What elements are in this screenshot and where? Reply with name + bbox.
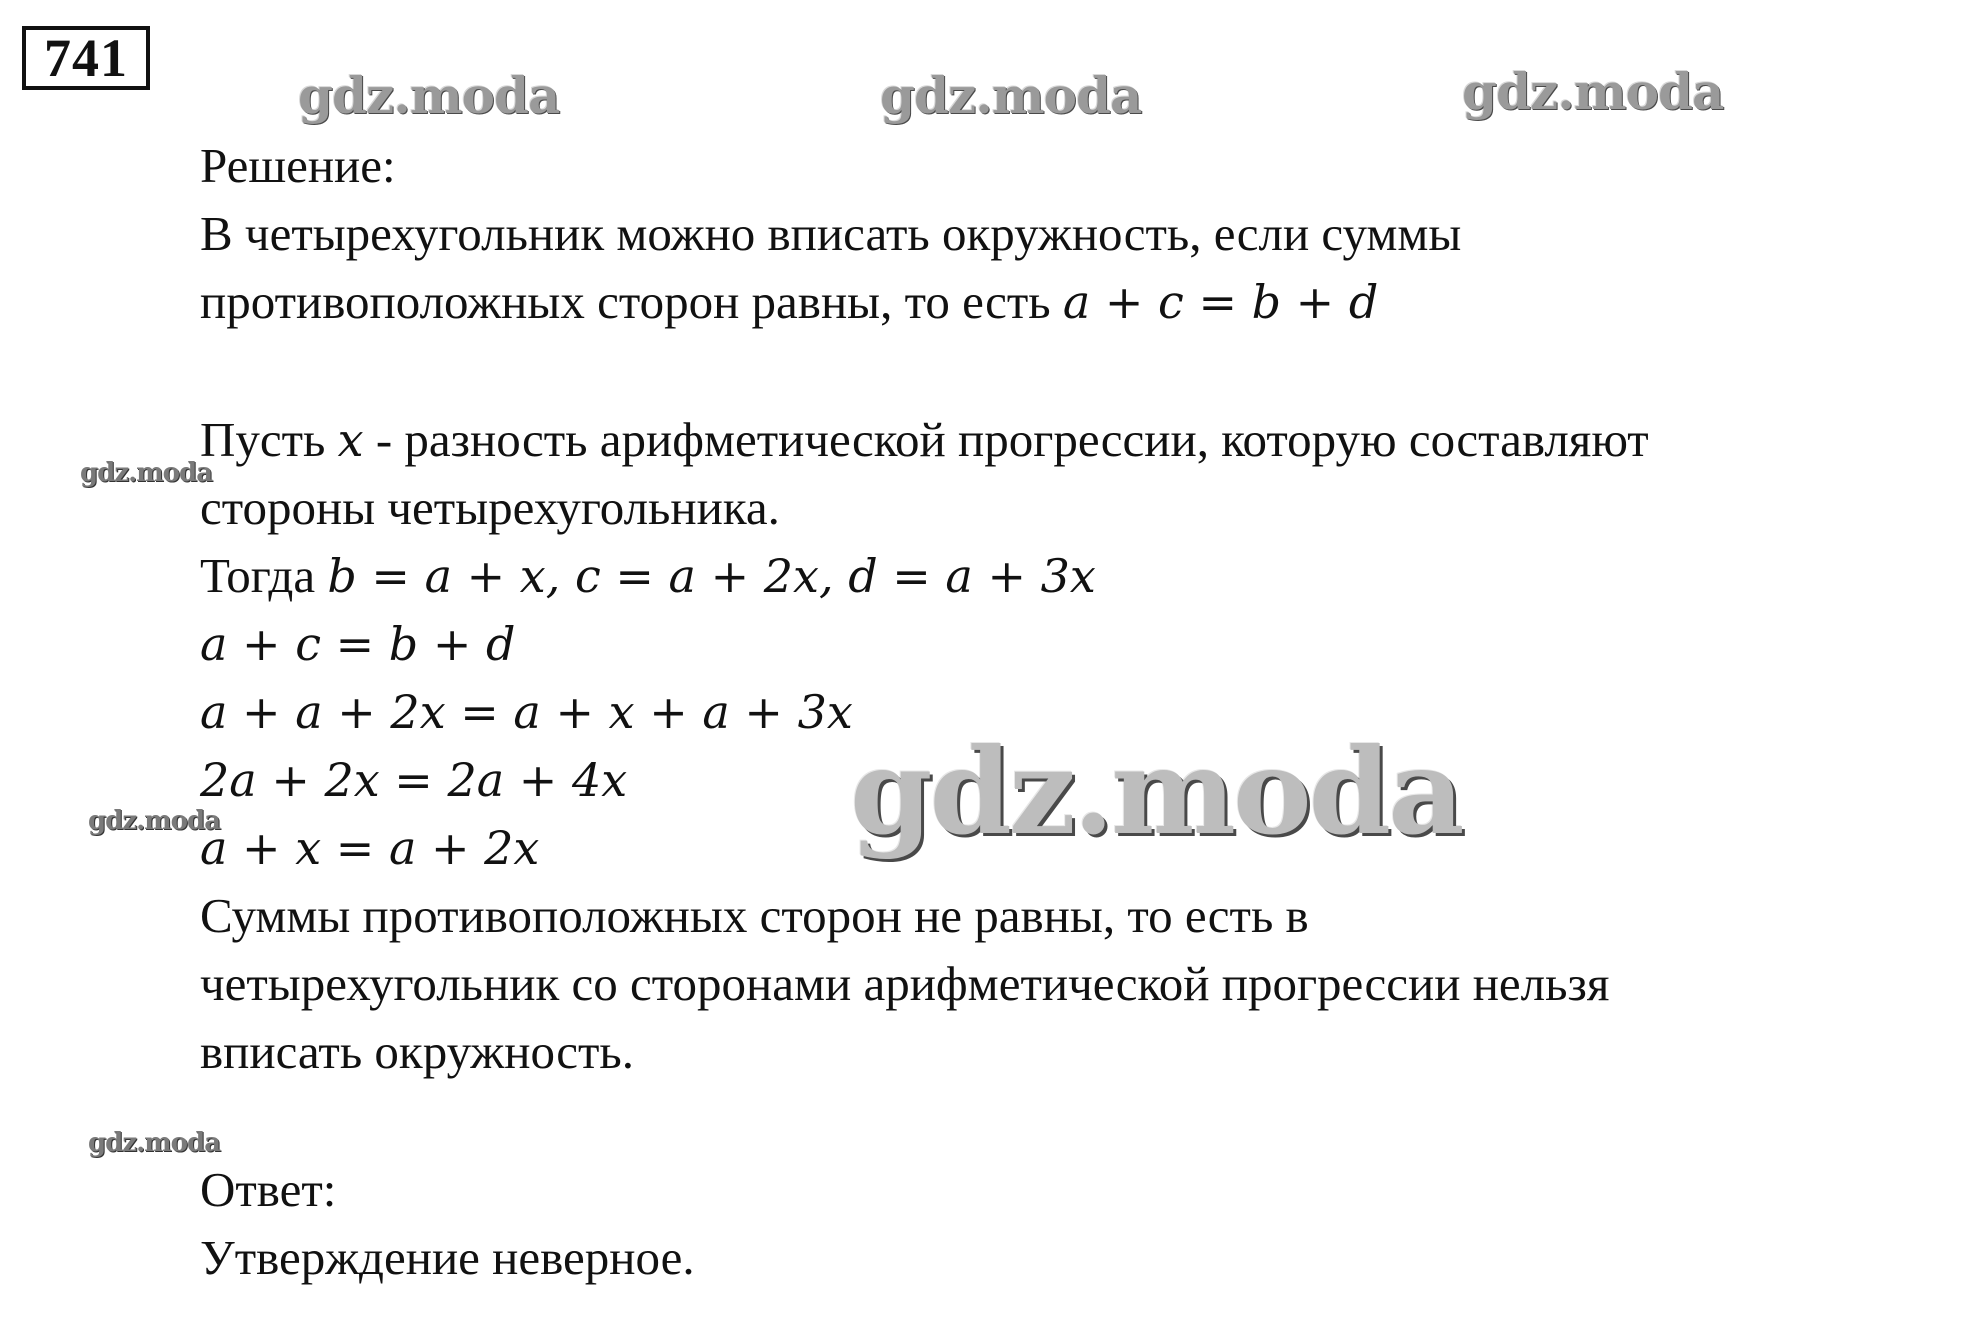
answer-text: Утверждение неверное. [200, 1230, 695, 1285]
watermark-logo: gdz.moda [88, 1128, 221, 1158]
text-line [200, 546, 1096, 606]
text-line: четырехугольник со сторонами арифметической прогрессии нельзя [200, 956, 1610, 1011]
text-line: В четырехугольник можно вписать окружность, если суммы [200, 206, 1462, 261]
text-line: стороны четырехугольника. [200, 480, 780, 535]
text-fragment: Пусть [200, 412, 326, 467]
text-fragment: противоположных сторон равны, то есть [200, 274, 1051, 329]
watermark-logo: gdz.moda [80, 458, 213, 488]
watermark-logo: gdz.moda [1462, 62, 1724, 121]
text-line: Суммы противоположных сторон не равны, то есть в [200, 888, 1309, 943]
watermark-logo: gdz.moda [880, 66, 1142, 125]
watermark-logo: gdz.moda [88, 806, 221, 836]
solution-heading: Решение: [200, 138, 396, 193]
formula: a + c = b + d [1062, 275, 1379, 329]
task-number-box: 741 [22, 26, 150, 90]
formula-line: a + x = a + 2x [200, 821, 540, 875]
answer-heading: Ответ: [200, 1162, 337, 1217]
text-fragment: - разность арифметической прогрессии, которую составляют [375, 412, 1649, 467]
text-line: вписать окружность. [200, 1024, 634, 1079]
formula-line: a + c = b + d [200, 617, 516, 671]
formula: x [337, 413, 364, 467]
formula-line: a + a + 2x = a + x + a + 3x [200, 685, 853, 739]
text-fragment: Тогда [200, 548, 316, 603]
watermark-logo: gdz.moda [850, 722, 1462, 861]
formula-line: 2a + 2x = 2a + 4x [200, 753, 628, 807]
text-line [200, 410, 1649, 470]
text-line [200, 272, 1378, 332]
watermark-logo: gdz.moda [298, 66, 560, 125]
formula: b = a + x, c = a + 2x, d = a + 3x [327, 549, 1096, 603]
